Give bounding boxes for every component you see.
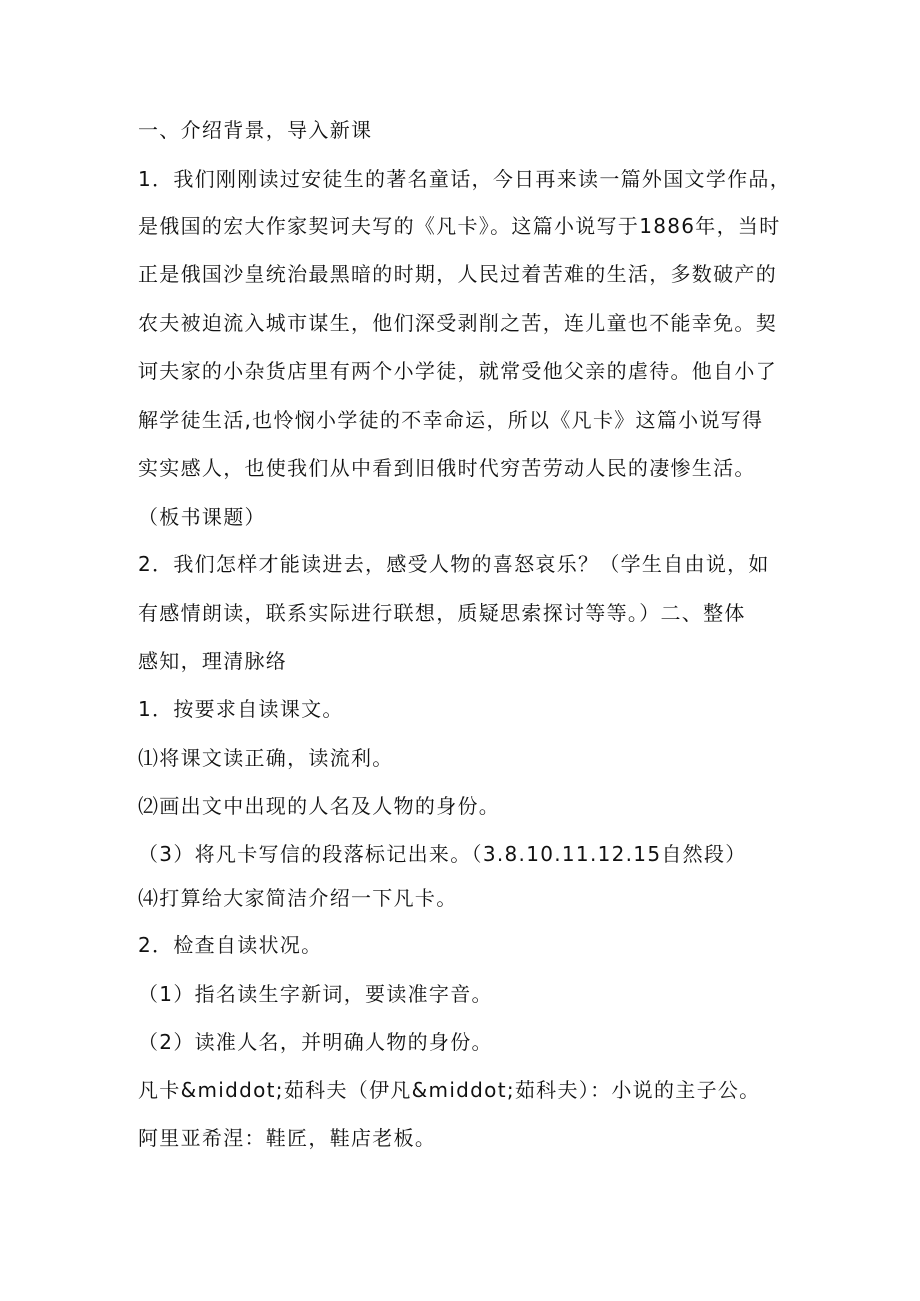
list-item: ⑴将课文读正确，读流利。 — [138, 746, 394, 770]
paragraph-line: 2．我们怎样才能读进去，感受人物的喜怒哀乐？（学生自由说，如 — [138, 552, 770, 576]
paragraph-line: 诃夫家的小杂货店里有两个小学徒，就常受他父亲的虐待。他自小了 — [138, 359, 777, 383]
paragraph-line: 正是俄国沙皇统治最黑暗的时期，人民过着苦难的生活，多数破产的 — [138, 262, 777, 286]
list-item: （1）指名读生字新词，要读准字音。 — [138, 982, 493, 1006]
paragraph-line: 实实感人，也使我们从中看到旧俄时代穷苦劳动人民的凄惨生活。 — [138, 456, 756, 480]
paragraph-line: 农夫被迫流入城市谋生，他们深受剥削之苦，连儿童也不能幸免。契 — [138, 311, 777, 335]
list-item: 1．按要求自读课文。 — [138, 697, 344, 721]
section-heading-1: 一、介绍背景，导入新课 — [138, 118, 373, 142]
paragraph-line: 有感情朗读，联系实际进行联想，质疑思索探讨等等。）二、整体 — [138, 601, 746, 625]
paragraph-line: 解学徒生活,也怜悯小学徒的不幸命运，所以《凡卡》这篇小说写得 — [138, 408, 764, 432]
list-item: ⑷打算给大家简洁介绍一下凡卡。 — [138, 886, 458, 910]
paragraph-line: 感知，理清脉络 — [138, 649, 288, 673]
paragraph-line: 1．我们刚刚读过安徒生的著名童话，今日再来读一篇外国文学作品， — [138, 167, 792, 191]
list-item: （2）读准人名，并明确人物的身份。 — [138, 1030, 493, 1054]
character-entry: 凡卡&middot;茹科夫（伊凡&middot;茹科夫）：小说的主子公。 — [138, 1078, 761, 1102]
list-item: （3）将凡卡写信的段落标记出来。（3.8.10.11.12.15自然段） — [138, 842, 747, 866]
list-item: ⑵画出文中出现的人名及人物的身份。 — [138, 794, 501, 818]
list-item: 2．检查自读状况。 — [138, 933, 323, 957]
paragraph-line: 是俄国的宏大作家契诃夫写的《凡卡》。这篇小说写于1886年，当时 — [138, 214, 781, 238]
character-entry: 阿里亚希涅：鞋匠，鞋店老板。 — [138, 1126, 437, 1150]
board-note: （板书课题） — [138, 505, 266, 529]
